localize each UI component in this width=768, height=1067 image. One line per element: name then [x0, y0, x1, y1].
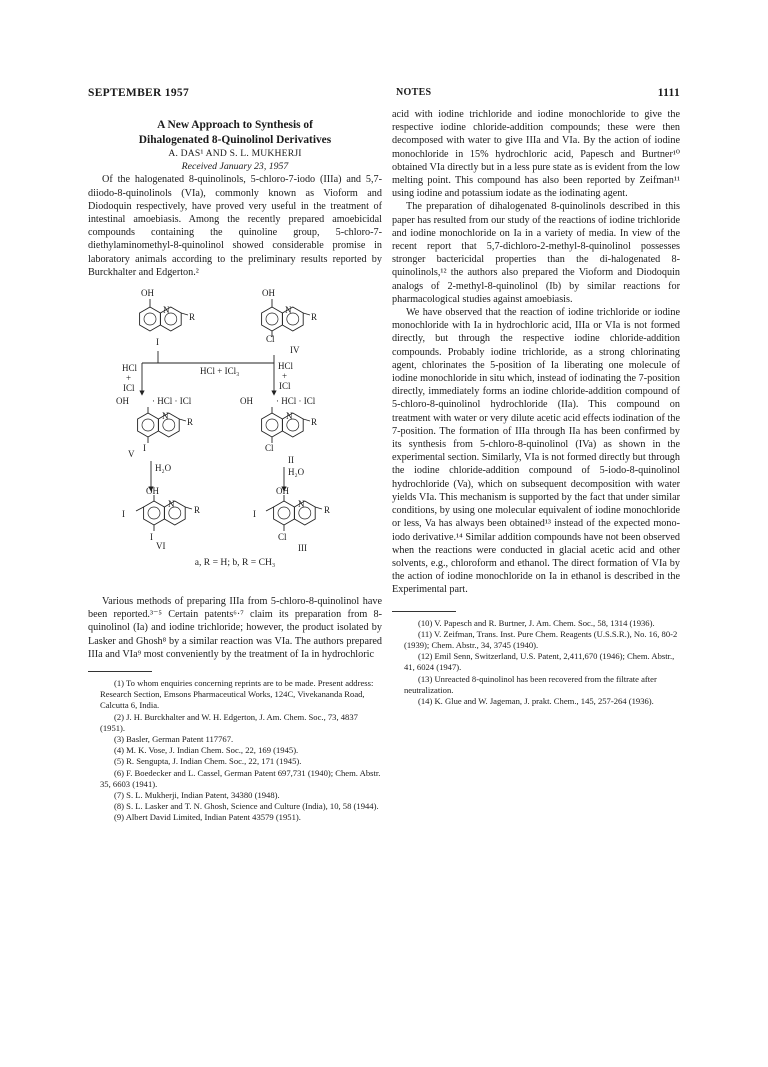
compound-label-II: II	[288, 455, 294, 466]
oh-label-V: OH	[116, 396, 129, 407]
salt-label-V: · HCl · ICl	[152, 396, 192, 407]
i-label-VI-7: I	[122, 509, 125, 520]
n-label-V: N	[162, 411, 169, 422]
paragraph-mechanism: We have observed that the reaction of iodine trichloride or iodine monochloride with Ia in hydrochloric acid, IIIa or VIa is not formed directly, but through the respective iodine chloride-addition compounds. Probably iodine trichloride, as a strong chlorinating agent, chlorinates the 5-position of Ia liberating one molecule of iodine monochloride in situ which, instead of iodinating the 7-position directly, immediately forms an iodine chloride-addition compound of 5-chloro-8-quinolinol hydrochloride (IIa). This compound on treatment with water or very dilute acetic acid effects iodination of the 7-position. The formation of IIIa through IIa has been confirmed by its synthesis from 5-chloro-8-quinolinol (IVa) as shown in the experimental section. Similarly, VIa is not formed directly but through the iodine chloride-addition compound of 5-iodo-8-quinolinol hydrochloride (Va), which on subsequent decomposition with water yields VIa. This mechanism is supported by the fact that under similar conditions, by using one molecular equivalent of iodine monochloride or less, Va has always been obtained¹³ instead of the expected mono-iodo derivative.¹⁴ Similar addition compounds have not been observed when the reactions were conducted in glacial acetic acid and other solvents, e.g., chloroform and ethanol. The direct formation of VIa by the action of iodine monochloride on Ia in ethanol is described in the Experimental part.	[392, 307, 680, 596]
paragraph-methods: Various methods of preparing IIIa from 5-chloro-8-quinolinol have been reported.³⁻⁵ Certain patents⁶·⁷ claim its preparation from 8-quinolinol (Ia) and iodine trichloride; however, the product isolated by Lasker and Ghosh⁸ by a similar reaction was VIa. The authors prepared IIIa and VIa⁹ most conveniently by the treatment of Ia in hydrochloric	[88, 596, 382, 660]
n-label-IV: N	[285, 305, 292, 316]
footnote-4: (4) M. K. Vose, J. Indian Chem. Soc., 22, 169 (1945).	[114, 745, 299, 756]
footnote-7: (7) S. L. Mukherji, Indian Patent, 34380 (1948).	[114, 790, 280, 801]
article-title-line1: A New Approach to Synthesis of	[157, 119, 313, 131]
cl-label-IV: Cl	[266, 334, 275, 345]
footnote-rule-right	[392, 611, 456, 612]
compound-label-III: III	[298, 543, 307, 554]
reagent-hcl-left: HCl	[122, 363, 138, 374]
i-label-V: I	[143, 443, 146, 454]
compound-label-VI: VI	[156, 541, 166, 552]
footnote-13: (13) Unreacted 8-quinolinol has been recovered from the filtrate after neutralization.	[404, 673, 657, 695]
authors: A. DAS¹ AND S. L. MUKHERJI	[168, 148, 302, 159]
reagent-plus-left: +	[126, 373, 132, 384]
paragraph-intro: Of the halogenated 8-quinolinols, 5-chloro-7-iodo (IIIa) and 5,7-diiodo-8-quinolinols (VIa), commonly known as Vioform and Diodoquin respectively, have proved very useful in the treatment of intestinal amoebiasis. Among the recently prepared amoebicidal compounds containing the quinoline group, 5-chloro-7-diethylaminomethyl-8-quinolinol showed considerable promise in laboratory animals according to the preliminary results reported by Burckhalter and Edgerton.²	[88, 174, 382, 278]
n-label-I: N	[163, 305, 170, 316]
running-head	[88, 87, 680, 103]
footnote-10: (10) V. Papesch and R. Burtner, J. Am. Chem. Soc., 58, 1314 (1936).	[418, 617, 655, 628]
footnote-rule-left	[88, 671, 152, 672]
r-label-II: R	[311, 417, 318, 428]
reagent-hcl-right: HCl	[278, 361, 294, 372]
article-title-line2: Dihalogenated 8-Quinolinol Derivatives	[138, 133, 332, 146]
r-label-III: R	[324, 505, 331, 516]
footnotes-right	[392, 618, 680, 708]
reaction-scheme-drawing	[88, 285, 382, 587]
n-label-III: N	[298, 499, 305, 510]
footnote-9: (9) Albert David Limited, Indian Patent 43579 (1951).	[114, 812, 301, 823]
footnote-3: (3) Basler, German Patent 117767.	[114, 734, 234, 745]
footnote-1: (1) To whom enquiries concerning reprints are to be made. Present address: Research Section, Emsons Pharmaceutical Works, 124C, Vivekananda Road, Calcutta 6, India.	[100, 678, 374, 711]
oh-label-III: OH	[276, 486, 289, 497]
i-label-VI-5: I	[150, 532, 153, 543]
reagent-hcl-icl3: HCl + ICl₃	[200, 366, 240, 377]
right-column	[392, 108, 680, 707]
reagent-h2o-left: H₂O	[155, 463, 172, 474]
reaction-scheme	[88, 285, 382, 587]
received-date: Received January 23, 1957	[181, 161, 289, 173]
oh-label-II: OH	[240, 396, 253, 407]
footnote-14: (14) K. Glue and W. Jageman, J. prakt. Chem., 145, 257-264 (1936).	[418, 695, 654, 706]
compound-I	[140, 299, 188, 331]
compound-III	[266, 495, 322, 531]
i-label-III: I	[253, 509, 256, 520]
footnote-8: (8) S. L. Lasker and T. N. Ghosh, Science and Culture (India), 10, 58 (1944).	[114, 801, 379, 812]
cl-label-III: Cl	[278, 532, 287, 543]
journal-date: SEPTEMBER 1957	[88, 87, 190, 99]
oh-label-I: OH	[141, 288, 154, 299]
r-label-V: R	[187, 417, 194, 428]
reagent-icl-right: ICl	[279, 381, 291, 392]
reagent-h2o-right: H₂O	[288, 467, 305, 478]
left-column	[88, 118, 382, 824]
r-label-VI: R	[194, 505, 201, 516]
r-label-I: R	[189, 312, 196, 323]
salt-label-II: · HCl · ICl	[276, 396, 316, 407]
n-label-VI: N	[168, 499, 175, 510]
footnote-12: (12) Emil Senn, Switzerland, U.S. Patent, 2,411,670 (1946); Chem. Abstr., 41, 6024 (1947).	[404, 651, 675, 673]
footnote-2: (2) J. H. Burckhalter and W. H. Edgerton, J. Am. Chem. Soc., 73, 4837 (1951).	[100, 711, 358, 733]
cl-label-II: Cl	[265, 443, 274, 454]
footnote-6: (6) F. Boedecker and L. Cassel, German Patent 697,731 (1940); Chem. Abstr. 35, 6603 (1941).	[100, 767, 381, 789]
r-label-IV: R	[311, 312, 318, 323]
section-name: NOTES	[396, 87, 432, 98]
compound-label-IV: IV	[290, 345, 300, 356]
footnotes-left	[88, 678, 382, 824]
n-label-II: N	[286, 411, 293, 422]
footnote-11: (11) V. Zeifman, Trans. Inst. Pure Chem. Reagents (U.S.S.R.), No. 16, 80-2 (1939); Chem. Abstr., 34, 3745 (1940).	[404, 628, 678, 650]
compound-label-V: V	[128, 449, 135, 460]
reagent-plus-right: +	[282, 371, 288, 382]
paragraph-preparation: The preparation of dihalogenated 8-quinolinols described in this paper has resulted from our study of the reactions of iodine trichloride and iodine monochloride on Ia in a variety of media. In view of the recent report that 5,7-dichloro-2-methyl-8-quinolinol possesses stronger bactericidal properties than the di-halogenated 8-quinolinols,¹² the authors also prepared the Vioform and Diodoquin analogs of 2-methyl-8-quinolinol (Ib) by similar reactions for pharmacological studies against amoebiasis.	[392, 201, 680, 305]
scheme-legend: a, R = H; b, R = CH₃	[194, 557, 276, 569]
oh-label-IV: OH	[262, 288, 275, 299]
compound-VI	[136, 495, 192, 531]
footnote-5: (5) R. Sengupta, J. Indian Chem. Soc., 22, 171 (1945).	[114, 756, 302, 767]
page-number: 1111	[657, 87, 680, 99]
compound-label-I: I	[156, 337, 159, 348]
oh-label-VI: OH	[146, 486, 159, 497]
reagent-icl-left: ICl	[123, 383, 135, 394]
paragraph-continued: acid with iodine trichloride and iodine monochloride to give the respective iodine chloride-addition compounds; these were then decomposed with water to give IIIa and VIa. By the action of iodine monochloride in 15% hydrochloric acid, Papesch and Burtner¹⁰ obtained VIa directly but in a less pure state as is evident from the low melting point. This compound has also been reported by Zeifman¹¹ using iodine and potassium iodate as the iodinating agent.	[392, 109, 680, 200]
